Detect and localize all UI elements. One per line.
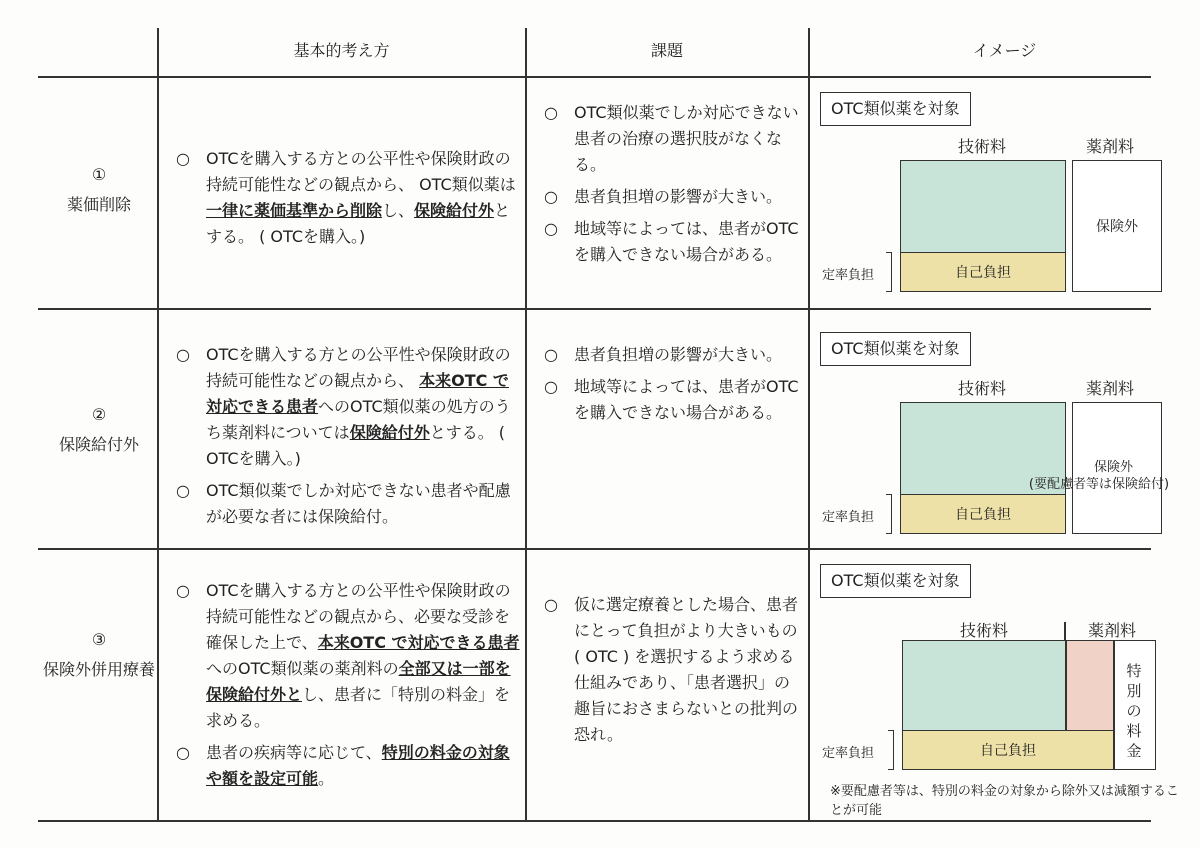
label-jiko: 自己負担 — [980, 743, 1036, 759]
label-tokubetsu: 特別の料金 — [1126, 662, 1142, 760]
col-rule-3 — [808, 28, 810, 822]
row-title: 保険給付外 — [58, 435, 139, 454]
bullet-icon: ○ — [176, 345, 190, 364]
label-hokengai: 保険外 — [1094, 460, 1134, 475]
row-label-2 — [40, 400, 158, 460]
basic-item — [172, 740, 522, 792]
body-text: OTC類似薬でしか対応できない患者や配慮が必要な者には保険給付。 — [206, 481, 511, 526]
issues-cell-2 — [540, 342, 805, 432]
drug-insured-area — [1066, 640, 1114, 732]
issue-item — [540, 342, 805, 368]
issue-text: 患者負担増の影響が大きい。 — [574, 345, 783, 364]
emphasis-text: 一律に薬価基準から削除 — [206, 201, 383, 220]
copay-area — [900, 494, 1066, 534]
emphasis-text: 本来OTC で対応できる患者 — [317, 633, 520, 652]
col-rule-2 — [525, 28, 527, 822]
issue-text: OTC類似薬でしか対応できない患者の治療の選択肢がなくなる。 — [574, 103, 799, 174]
row-number: ① — [91, 165, 107, 184]
issue-item — [540, 100, 805, 178]
emphasis-text: 全部又は一部を保険給付外と — [206, 659, 511, 704]
row-label-3 — [40, 625, 158, 685]
label-gijutsu: 技術料 — [960, 621, 1009, 640]
label-teiritsu: 定率負担 — [822, 268, 875, 283]
body-text: し、 — [382, 201, 415, 220]
body-text: 。 — [318, 769, 335, 788]
label-teiritsu: 定率負担 — [822, 746, 875, 761]
row-number: ② — [91, 405, 107, 424]
issue-item — [540, 184, 805, 210]
header-basic: 基本的考え方 — [293, 41, 390, 60]
label-hokengai: 保険外 — [1096, 219, 1138, 235]
basic-item — [172, 478, 522, 530]
bottom-rule — [38, 820, 1151, 822]
drug-fee-box — [1072, 160, 1162, 292]
target-tag: OTC類似薬を対象 — [820, 332, 971, 366]
bullet-icon: ○ — [544, 377, 558, 396]
label-teiritsu: 定率負担 — [822, 510, 875, 525]
issue-item — [540, 374, 805, 426]
issue-text: 地域等によっては、患者がOTCを購入できない場合がある。 — [574, 219, 799, 264]
row-rule-1 — [38, 308, 1151, 310]
row-title: 保険外併用療養 — [42, 660, 155, 679]
bullet-icon: ○ — [544, 219, 558, 238]
basic-cell-1 — [172, 146, 522, 256]
emphasis-text: 保険給付外 — [349, 423, 430, 442]
body-text: 患者の疾病等に応じて、 — [206, 743, 382, 762]
body-text: とする。 ( OTCを購入。) — [206, 423, 506, 468]
target-tag: OTC類似薬を対象 — [820, 564, 971, 598]
row-number: ③ — [91, 630, 107, 649]
bullet-icon: ○ — [544, 595, 558, 614]
insurance-area — [902, 640, 1066, 732]
body-text: とする。 ( OTCを購入。) — [206, 201, 511, 246]
copay-area — [902, 730, 1114, 770]
label-note: (要配慮者等は保険給付) — [1028, 477, 1170, 492]
basic-cell-3 — [172, 578, 522, 798]
emphasis-text: 特別の料金の対象や額を設定可能 — [206, 743, 510, 788]
basic-item — [172, 578, 522, 734]
body-text: OTCを購入する方との公平性や保険財政の持続可能性などの観点から、 OTC類似薬は — [206, 149, 516, 194]
bullet-icon: ○ — [176, 481, 190, 500]
issue-text: 地域等によっては、患者がOTCを購入できない場合がある。 — [574, 377, 799, 422]
label-yakuzai: 薬剤料 — [1086, 379, 1135, 398]
footnote: ※要配慮者等は、特別の料金の対象から除外又は減額することが可能 — [830, 784, 1179, 818]
body-text: OTCを購入する方との公平性や保険財政の持続可能性などの観点から、 — [206, 345, 511, 390]
bullet-icon: ○ — [176, 581, 190, 600]
issue-text: 仮に選定療養とした場合、患者にとって負担がより大きいもの ( OTC ) を選択するよう求める仕組みであり、「患者選択」の趣旨におさまらないとの批判の恐れ。 — [574, 595, 799, 744]
label-gijutsu: 技術料 — [958, 379, 1007, 398]
label-yakuzai: 薬剤料 — [1086, 137, 1135, 156]
body-text: へのOTC類似薬の薬剤料の — [206, 659, 399, 678]
bullet-icon: ○ — [544, 187, 558, 206]
body-text: OTCを購入する方との公平性や保険財政の持続可能性などの観点から、必要な受診を確保した上で、 — [206, 581, 511, 652]
issue-item — [540, 216, 805, 268]
header-image: イメージ — [972, 41, 1037, 60]
issues-cell-3 — [540, 592, 805, 754]
header-rule — [38, 76, 1151, 78]
emphasis-text: 本来OTC で対応できる患者 — [206, 371, 509, 416]
row-title: 薬価削除 — [66, 195, 131, 214]
emphasis-text: 保険給付外 — [414, 201, 495, 220]
bullet-icon: ○ — [176, 149, 190, 168]
label-yakuzai: 薬剤料 — [1088, 621, 1137, 640]
issue-text: 患者負担増の影響が大きい。 — [574, 187, 783, 206]
copay-area — [900, 252, 1066, 292]
basic-item — [172, 342, 522, 472]
issue-item — [540, 592, 805, 748]
label-gijutsu: 技術料 — [958, 137, 1007, 156]
copay-bracket — [886, 494, 892, 534]
insurance-area — [900, 160, 1066, 254]
target-tag: OTC類似薬を対象 — [820, 92, 971, 126]
bullet-icon: ○ — [544, 345, 558, 364]
copay-bracket — [886, 252, 892, 292]
basic-item — [172, 146, 522, 250]
basic-cell-2 — [172, 342, 522, 536]
label-jiko: 自己負担 — [955, 507, 1011, 523]
header-issues: 課題 — [650, 41, 683, 60]
copay-bracket — [888, 730, 894, 770]
row-rule-2 — [38, 548, 1151, 550]
bullet-icon: ○ — [176, 743, 190, 762]
bullet-icon: ○ — [544, 103, 558, 122]
row-label-1 — [40, 160, 158, 220]
body-text: し、患者に「特別の料金」を求める。 — [206, 685, 511, 730]
issues-cell-1 — [540, 100, 805, 274]
body-text: へのOTC類似薬の処方のうち薬剤料については — [206, 397, 511, 442]
label-jiko: 自己負担 — [955, 265, 1011, 281]
